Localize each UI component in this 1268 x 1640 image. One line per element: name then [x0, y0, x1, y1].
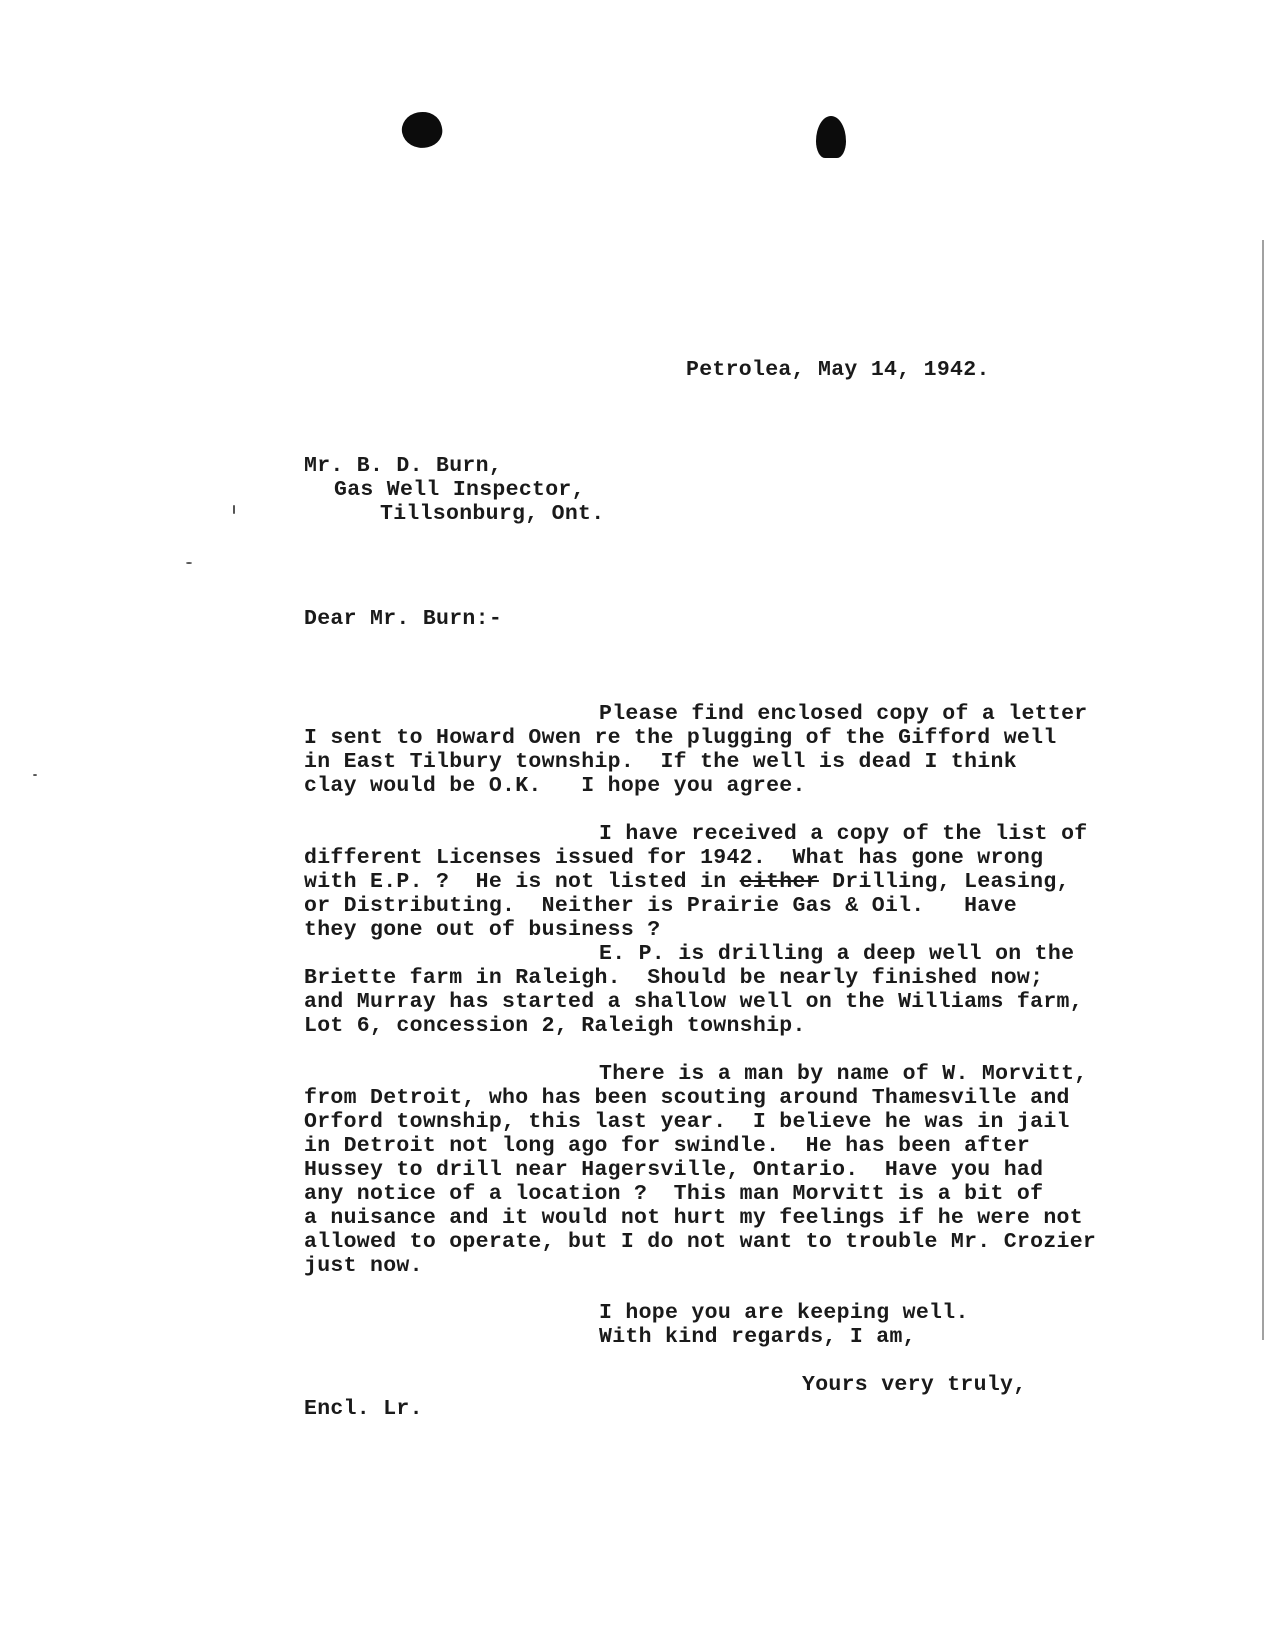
- speck: [33, 774, 37, 776]
- para4-line-5: Hussey to drill near Hagersville, Ontario. Have you had: [304, 1158, 1044, 1182]
- punch-hole-left: [399, 108, 446, 152]
- signoff: Yours very truly,: [802, 1373, 1027, 1397]
- para4-line-8: allowed to operate, but I do not want to trouble Mr. Crozier: [304, 1230, 1097, 1254]
- para4-line-7: a nuisance and it would not hurt my feelings if he were not: [304, 1206, 1083, 1230]
- para4-line-9: just now.: [304, 1254, 423, 1278]
- para1-line-1: Please find enclosed copy of a letter: [599, 702, 1088, 726]
- speck: [186, 562, 192, 564]
- address-line-2: Gas Well Inspector,: [334, 478, 585, 502]
- para4-line-2: from Detroit, who has been scouting around Thamesville and: [304, 1086, 1070, 1110]
- para2-line-2: different Licenses issued for 1942. What has gone wrong: [304, 846, 1044, 870]
- para2-line-1: I have received a copy of the list of: [599, 822, 1088, 846]
- para1-line-3: in East Tilbury township. If the well is dead I think: [304, 750, 1017, 774]
- para2-line-3: [304, 870, 1070, 894]
- closing-line-1: I hope you are keeping well.: [599, 1301, 969, 1325]
- para2-line-3-start: with E.P. ? He is not listed in: [304, 870, 727, 894]
- address-line-1: Mr. B. D. Burn,: [304, 454, 503, 478]
- dateline: Petrolea, May 14, 1942.: [686, 358, 990, 382]
- para4-line-6: any notice of a location ? This man Morvitt is a bit of: [304, 1182, 1044, 1206]
- para3-line-2: Briette farm in Raleigh. Should be nearly finished now;: [304, 966, 1044, 990]
- para4-line-4: in Detroit not long ago for swindle. He has been after: [304, 1134, 1031, 1158]
- struck-word: either: [739, 870, 819, 894]
- para4-line-3: Orford township, this last year. I believe he was in jail: [304, 1110, 1070, 1134]
- address-line-3: Tillsonburg, Ont.: [380, 502, 605, 526]
- speck: [233, 505, 235, 514]
- enclosure-note: Encl. Lr.: [304, 1397, 423, 1421]
- para1-line-2: I sent to Howard Owen re the plugging of the Gifford well: [304, 726, 1057, 750]
- closing-line-2: With kind regards, I am,: [599, 1325, 916, 1349]
- para2-line-3-end: Drilling, Leasing,: [832, 870, 1070, 894]
- para4-line-1: There is a man by name of W. Morvitt,: [599, 1062, 1088, 1086]
- para2-line-4: or Distributing. Neither is Prairie Gas & Oil. Have: [304, 894, 1017, 918]
- page-edge-line: [1262, 240, 1264, 1340]
- para3-line-4: Lot 6, concession 2, Raleigh township.: [304, 1014, 806, 1038]
- para2-line-5: they gone out of business ?: [304, 918, 661, 942]
- para1-line-4: clay would be O.K. I hope you agree.: [304, 774, 806, 798]
- para3-line-3: and Murray has started a shallow well on the Williams farm,: [304, 990, 1083, 1014]
- para3-line-1: E. P. is drilling a deep well on the: [599, 942, 1075, 966]
- punch-hole-right: [816, 116, 846, 158]
- salutation: Dear Mr. Burn:-: [304, 607, 503, 631]
